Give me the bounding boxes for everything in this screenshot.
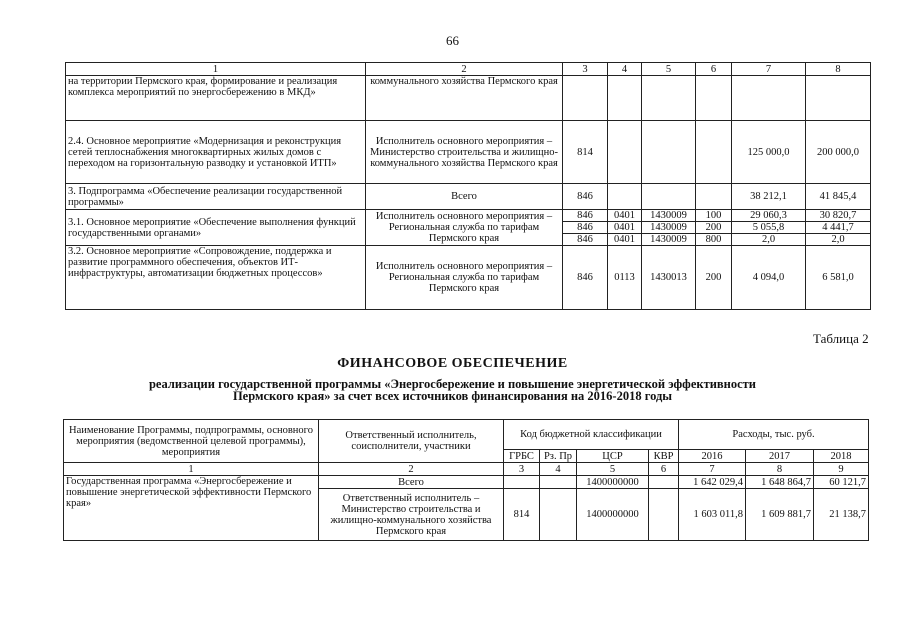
col-year: 2016 [679, 450, 746, 463]
section-subtitle [0, 378, 905, 402]
cell: 800 [696, 234, 732, 246]
row-executor: Исполнитель основного мероприятия – Региональная служба по тарифам Пермского края [366, 210, 563, 246]
cell: 100 [696, 210, 732, 222]
finance-table [63, 419, 869, 541]
cell: 814 [504, 489, 540, 541]
cell [563, 76, 608, 121]
cell: 2,0 [732, 234, 806, 246]
cell: 5 055,8 [732, 222, 806, 234]
subtitle-line: реализации государственной программы «Энергосбережение и повышение энергетической эффективности [148, 377, 757, 391]
col-num: 1 [64, 463, 319, 476]
col-num: 9 [814, 463, 869, 476]
table-row [66, 76, 871, 121]
col-kvr: КВР [649, 450, 679, 463]
cell [732, 76, 806, 121]
row-name: 3.1. Основное мероприятие «Обеспечение выполнения функций государственными органами» [66, 210, 366, 246]
col-num: 2 [319, 463, 504, 476]
subtitle-line: Пермского края» за счет всех источников финансирования на 2016-2018 годы [232, 389, 673, 403]
row-executor: Ответственный исполнитель – Министерство строительства и жилищно-коммунального хозяйства Пермского края [319, 489, 504, 541]
row-name: 3.2. Основное мероприятие «Сопровождение, поддержка и развитие программного обеспечения, объектов ИТ-инфраструктуры, автоматизации бюджетных процессов» [66, 246, 366, 310]
cell: 1400000000 [577, 489, 649, 541]
continued-table [65, 62, 871, 310]
col-num: 6 [696, 63, 732, 76]
col-grbs: ГРБС [504, 450, 540, 463]
row-executor: Всего [319, 476, 504, 489]
cell: 0401 [608, 210, 642, 222]
cell [649, 476, 679, 489]
col-year: 2018 [814, 450, 869, 463]
cell: 6 581,0 [806, 246, 871, 310]
table-row [66, 184, 871, 210]
cell: 846 [563, 210, 608, 222]
col-expenses-header: Расходы, тыс. руб. [679, 420, 869, 450]
col-num: 8 [746, 463, 814, 476]
table-row [66, 210, 871, 222]
cell: 60 121,7 [814, 476, 869, 489]
cell [696, 184, 732, 210]
col-num: 1 [66, 63, 366, 76]
cell: 846 [563, 246, 608, 310]
col-num: 7 [732, 63, 806, 76]
cell [696, 121, 732, 184]
cell [608, 184, 642, 210]
row-name: на территории Пермского края, формирование и реализация комплекса мероприятий по энергосбережению в МКД» [66, 76, 366, 121]
cell: 1400000000 [577, 476, 649, 489]
program-name: Государственная программа «Энергосбережение и повышение энергетической эффективности Пермского края» [64, 476, 319, 541]
col-num: 3 [563, 63, 608, 76]
cell [540, 489, 577, 541]
cell: 38 212,1 [732, 184, 806, 210]
col-name-header: Наименование Программы, подпрограммы, основного мероприятия (ведомственной целевой программы), мероприятия [64, 420, 319, 463]
cell: 1 642 029,4 [679, 476, 746, 489]
section-title: ФИНАНСОВОЕ ОБЕСПЕЧЕНИЕ [337, 356, 568, 371]
col-num: 4 [608, 63, 642, 76]
table-header-row [66, 63, 871, 76]
row-executor: Всего [366, 184, 563, 210]
cell [649, 489, 679, 541]
col-rzpr: Рз. Пр [540, 450, 577, 463]
cell: 2,0 [806, 234, 871, 246]
cell: 29 060,3 [732, 210, 806, 222]
col-num: 6 [649, 463, 679, 476]
cell: 0113 [608, 246, 642, 310]
cell: 30 820,7 [806, 210, 871, 222]
col-num: 5 [577, 463, 649, 476]
table-row [66, 121, 871, 184]
cell: 1 609 881,7 [746, 489, 814, 541]
table-label: Таблица 2 [813, 331, 869, 346]
col-code-header: Код бюджетной классификации [504, 420, 679, 450]
col-num: 3 [504, 463, 540, 476]
col-num: 2 [366, 63, 563, 76]
cell: 21 138,7 [814, 489, 869, 541]
cell [806, 76, 871, 121]
cell: 200 [696, 222, 732, 234]
page-number: 66 [446, 33, 459, 48]
col-exec-header: Ответственный исполнитель, соисполнители, участники [319, 420, 504, 463]
row-name: 3. Подпрограмма «Обеспечение реализации государственной программы» [66, 184, 366, 210]
col-num: 5 [642, 63, 696, 76]
cell: 1 648 864,7 [746, 476, 814, 489]
cell: 0401 [608, 234, 642, 246]
row-executor: коммунального хозяйства Пермского края [366, 76, 563, 121]
cell: 814 [563, 121, 608, 184]
cell [504, 476, 540, 489]
col-num: 7 [679, 463, 746, 476]
cell: 846 [563, 234, 608, 246]
row-executor: Исполнитель основного мероприятия – Министерство строительства и жилищно-коммунального хозяйства Пермского края [366, 121, 563, 184]
cell [642, 76, 696, 121]
col-num: 8 [806, 63, 871, 76]
table-row [64, 476, 869, 489]
cell [642, 121, 696, 184]
row-name: 2.4. Основное мероприятие «Модернизация и реконструкция сетей теплоснабжения многоквартирных жилых домов с переходом на горизонтальную разводку и установкой ИТП» [66, 121, 366, 184]
cell [608, 76, 642, 121]
cell: 1430009 [642, 222, 696, 234]
table-row [66, 246, 871, 310]
cell: 1430009 [642, 234, 696, 246]
cell [642, 184, 696, 210]
cell: 200 000,0 [806, 121, 871, 184]
cell: 200 [696, 246, 732, 310]
cell [696, 76, 732, 121]
table-number-row [64, 463, 869, 476]
cell: 4 441,7 [806, 222, 871, 234]
cell: 846 [563, 222, 608, 234]
col-year: 2017 [746, 450, 814, 463]
cell: 4 094,0 [732, 246, 806, 310]
table-header-row [64, 420, 869, 450]
cell: 125 000,0 [732, 121, 806, 184]
col-csr: ЦСР [577, 450, 649, 463]
cell [608, 121, 642, 184]
cell: 0401 [608, 222, 642, 234]
cell: 846 [563, 184, 608, 210]
col-num: 4 [540, 463, 577, 476]
cell: 41 845,4 [806, 184, 871, 210]
row-executor: Исполнитель основного мероприятия – Региональная служба по тарифам Пермского края [366, 246, 563, 310]
cell: 1 603 011,8 [679, 489, 746, 541]
cell: 1430009 [642, 210, 696, 222]
cell [540, 476, 577, 489]
cell: 1430013 [642, 246, 696, 310]
